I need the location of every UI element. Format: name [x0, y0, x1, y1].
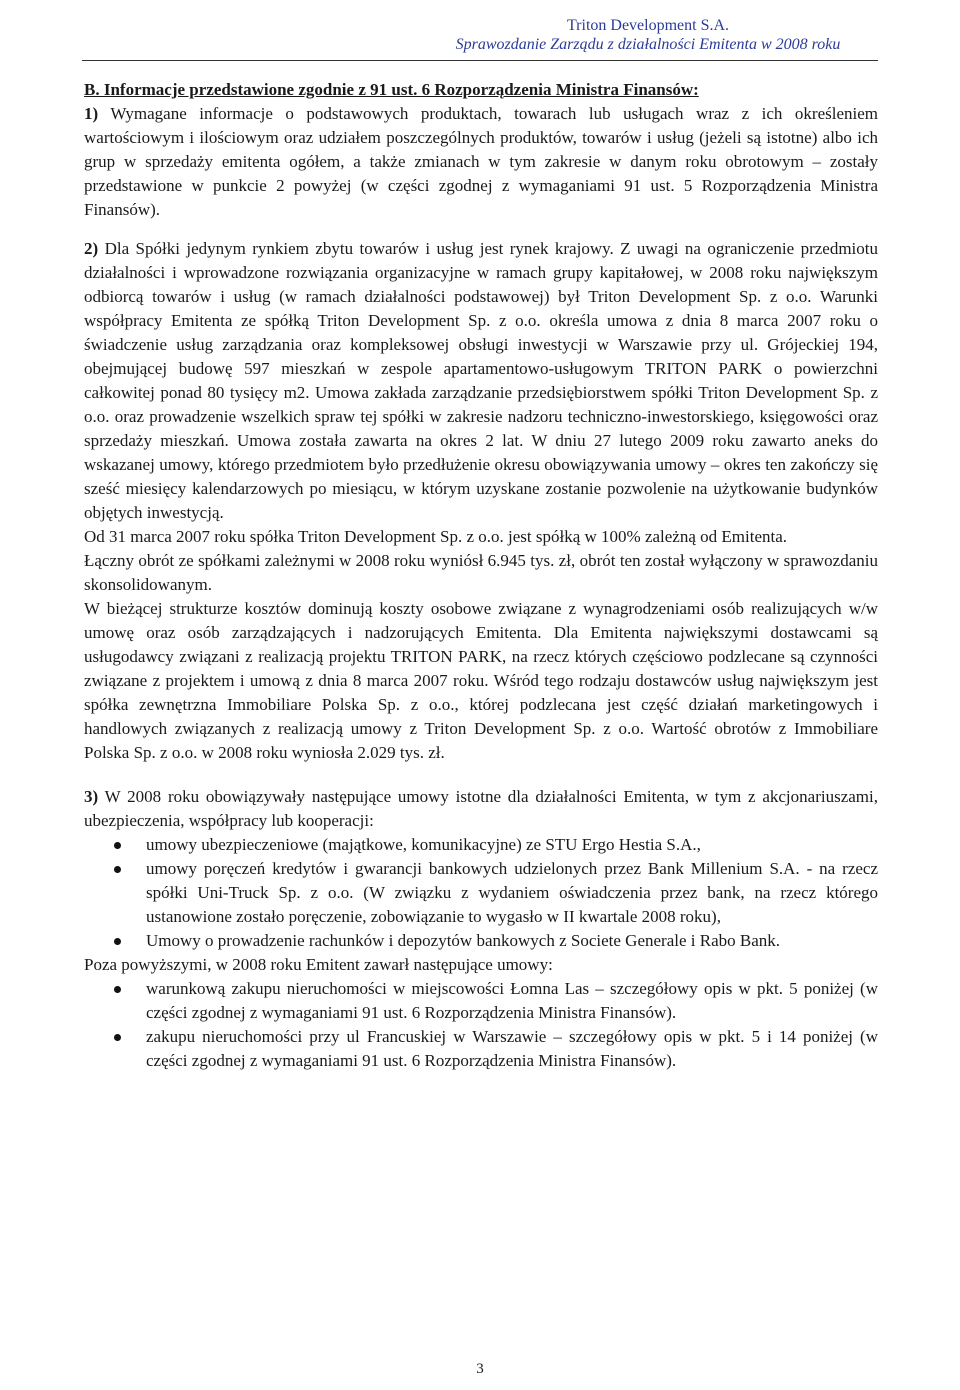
point-2-paragraph-ownership: Od 31 marca 2007 roku spółka Triton Development Sp. z o.o. jest spółką w 100% zależną od Emitenta. [84, 527, 788, 546]
page-number: 3 [476, 1361, 484, 1377]
section-title: B. Informacje przedstawione zgodnie z 91 ust. 6 Rozporządzenia Ministra Finansów: [84, 80, 699, 99]
point-1-text: Wymagane informacje o podstawowych produktach, towarach lub usługach wraz z ich określeniem wartościowym i ilościowym oraz udziałem poszczególnych produktów, towarów i usług (jeżeli są istotne) albo ich grup w sprzedaży emitenta ogółem, a także zmianach w tym zakresie w danym roku obrotowym – zostały przedstawione w punkcie 2 powyżej (w części zgodnej z wymaganiami 91 ust. 5 Rozporządzenia Ministra Finansów). [84, 104, 878, 219]
bullet-icon [114, 938, 121, 945]
header-divider [82, 60, 878, 61]
list-item: zakupu nieruchomości przy ul Francuskiej w Warszawie – szczegółowy opis w pkt. 5 i 14 poniżej (w części zgodnej z wymaganiami 91 ust. 6 Rozporządzenia Ministra Finansów). [84, 1025, 878, 1073]
point-3-text: W 2008 roku obowiązywały następujące umowy istotne dla działalności Emitenta, w tym z akcjonariuszami, ubezpieczenia, współpracy lub kooperacji: [84, 787, 878, 830]
point-3 [84, 785, 878, 833]
agreements-list [84, 833, 878, 953]
header-company: Triton Development S.A. [566, 17, 730, 34]
point-3-number: 3) [84, 787, 99, 806]
list-item: umowy poręczeń kredytów i gwarancji bankowych udzielonych przez Bank Millenium S.A. - na rzecz spółki Uni-Truck Sp. z o.o. (W związku z wydaniem oświadczenia przez bank, na rzecz którego ustanowione zostało poręczenie, zobowiązanie to wygasło w II kwartale 2008 roku), [84, 857, 878, 929]
point-2-paragraph-turnover: Łączny obrót ze spółkami zależnymi w 2008 roku wyniósł 6.945 tys. zł, obrót ten został wyłączony w sprawozdaniu skonsolidowanym. [84, 551, 878, 594]
point-1-number: 1) [84, 104, 99, 123]
bullet-icon [114, 986, 121, 993]
point-2 [84, 237, 878, 525]
list-item: warunkową zakupu nieruchomości w miejscowości Łomna Las – szczegółowy opis w pkt. 5 poniżej (w części zgodnej z wymaganiami 91 ust. 6 Rozporządzenia Ministra Finansów). [84, 977, 878, 1025]
point-2-number: 2) [84, 239, 99, 258]
page-header [398, 16, 898, 54]
list-item: Umowy o prowadzenie rachunków i depozytów bankowych z Societe Generale i Rabo Bank. [84, 929, 878, 953]
point-2-text: Dla Spółki jedynym rynkiem zbytu towarów i usług jest rynek krajowy. Z uwagi na ograniczenie przedmiotu działalności i wprowadzone rozwiązania organizacyjne w ramach grupy kapitałowej, w 2008 roku największym odbiorcą towarów i usług (w ramach działalności podstawowej) był Triton Development Sp. z o.o. Warunki współpracy Emitenta ze spółką Triton Development Sp. z o.o. określa umowa z dnia 8 marca 2007 roku o świadczenie usług zarządzania oraz kompleksowej obsługi inwestycji w Warszawie przy ul. Grójeckiej 194, obejmującej budowę 597 mieszkań w zespole apartamentowo-usługowym TRITON PARK o powierzchni całkowitej ponad 80 tysięcy m2. Umowa zakłada zarządzanie przedsiębiorstwem spółki Triton Development Sp. z o.o. oraz prowadzenie wszelkich spraw tej spółki w zakresie nadzoru techniczno-inwestorskiego, księgowości oraz sprzedaży mieszkań. Umowa została zawarta na okres 2 lat. W dniu 27 lutego 2009 roku zawarto aneks do wskazanej umowy, którego przedmiotem było przedłużenie okresu obowiązywania umowy – okres ten zakończy się sześć miesięcy kalendarzowych po miesiącu, w którym uzyskane zostanie pozwolenie na użytkowanie budynków objętych inwestycją. [84, 239, 879, 522]
other-agreements-list [84, 977, 878, 1073]
header-report-title: Sprawozdanie Zarządu z działalności Emitenta w 2008 roku [455, 36, 841, 53]
list-item: umowy ubezpieczeniowe (majątkowe, komunikacyjne) ze STU Ergo Hestia S.A., [84, 833, 878, 857]
bullet-icon [114, 1034, 121, 1041]
bullet-icon [114, 842, 121, 849]
bullet-icon [114, 866, 121, 873]
point-2-paragraph-costs: W bieżącej strukturze kosztów dominują koszty osobowe związane z wynagrodzeniami osób realizujących w/w umowę oraz osób zarządzających i nadzorujących Emitenta. Dla Emitenta największymi dostawcami są usługodawcy związani z realizacją projektu TRITON PARK, na rzecz których częściowo podzlecane są czynności związane z projektem i umową z dnia 8 marca 2007 roku. Wśród tego rodzaju dostawców usług największym jest spółka zewnętrzna Immobiliare Polska Sp. z o.o., której podzlecana jest część działań marketingowych i handlowych związanych z realizacją umowy z Triton Development Sp. z o.o. Wartość obrotów z Immobiliare Polska Sp. z o.o. w 2008 roku wyniosła 2.029 tys. zł. [84, 599, 878, 762]
point-3-intro-other-agreements: Poza powyższymi, w 2008 roku Emitent zawarł następujące umowy: [84, 955, 553, 974]
point-1 [84, 102, 878, 222]
document-body [84, 78, 878, 1073]
